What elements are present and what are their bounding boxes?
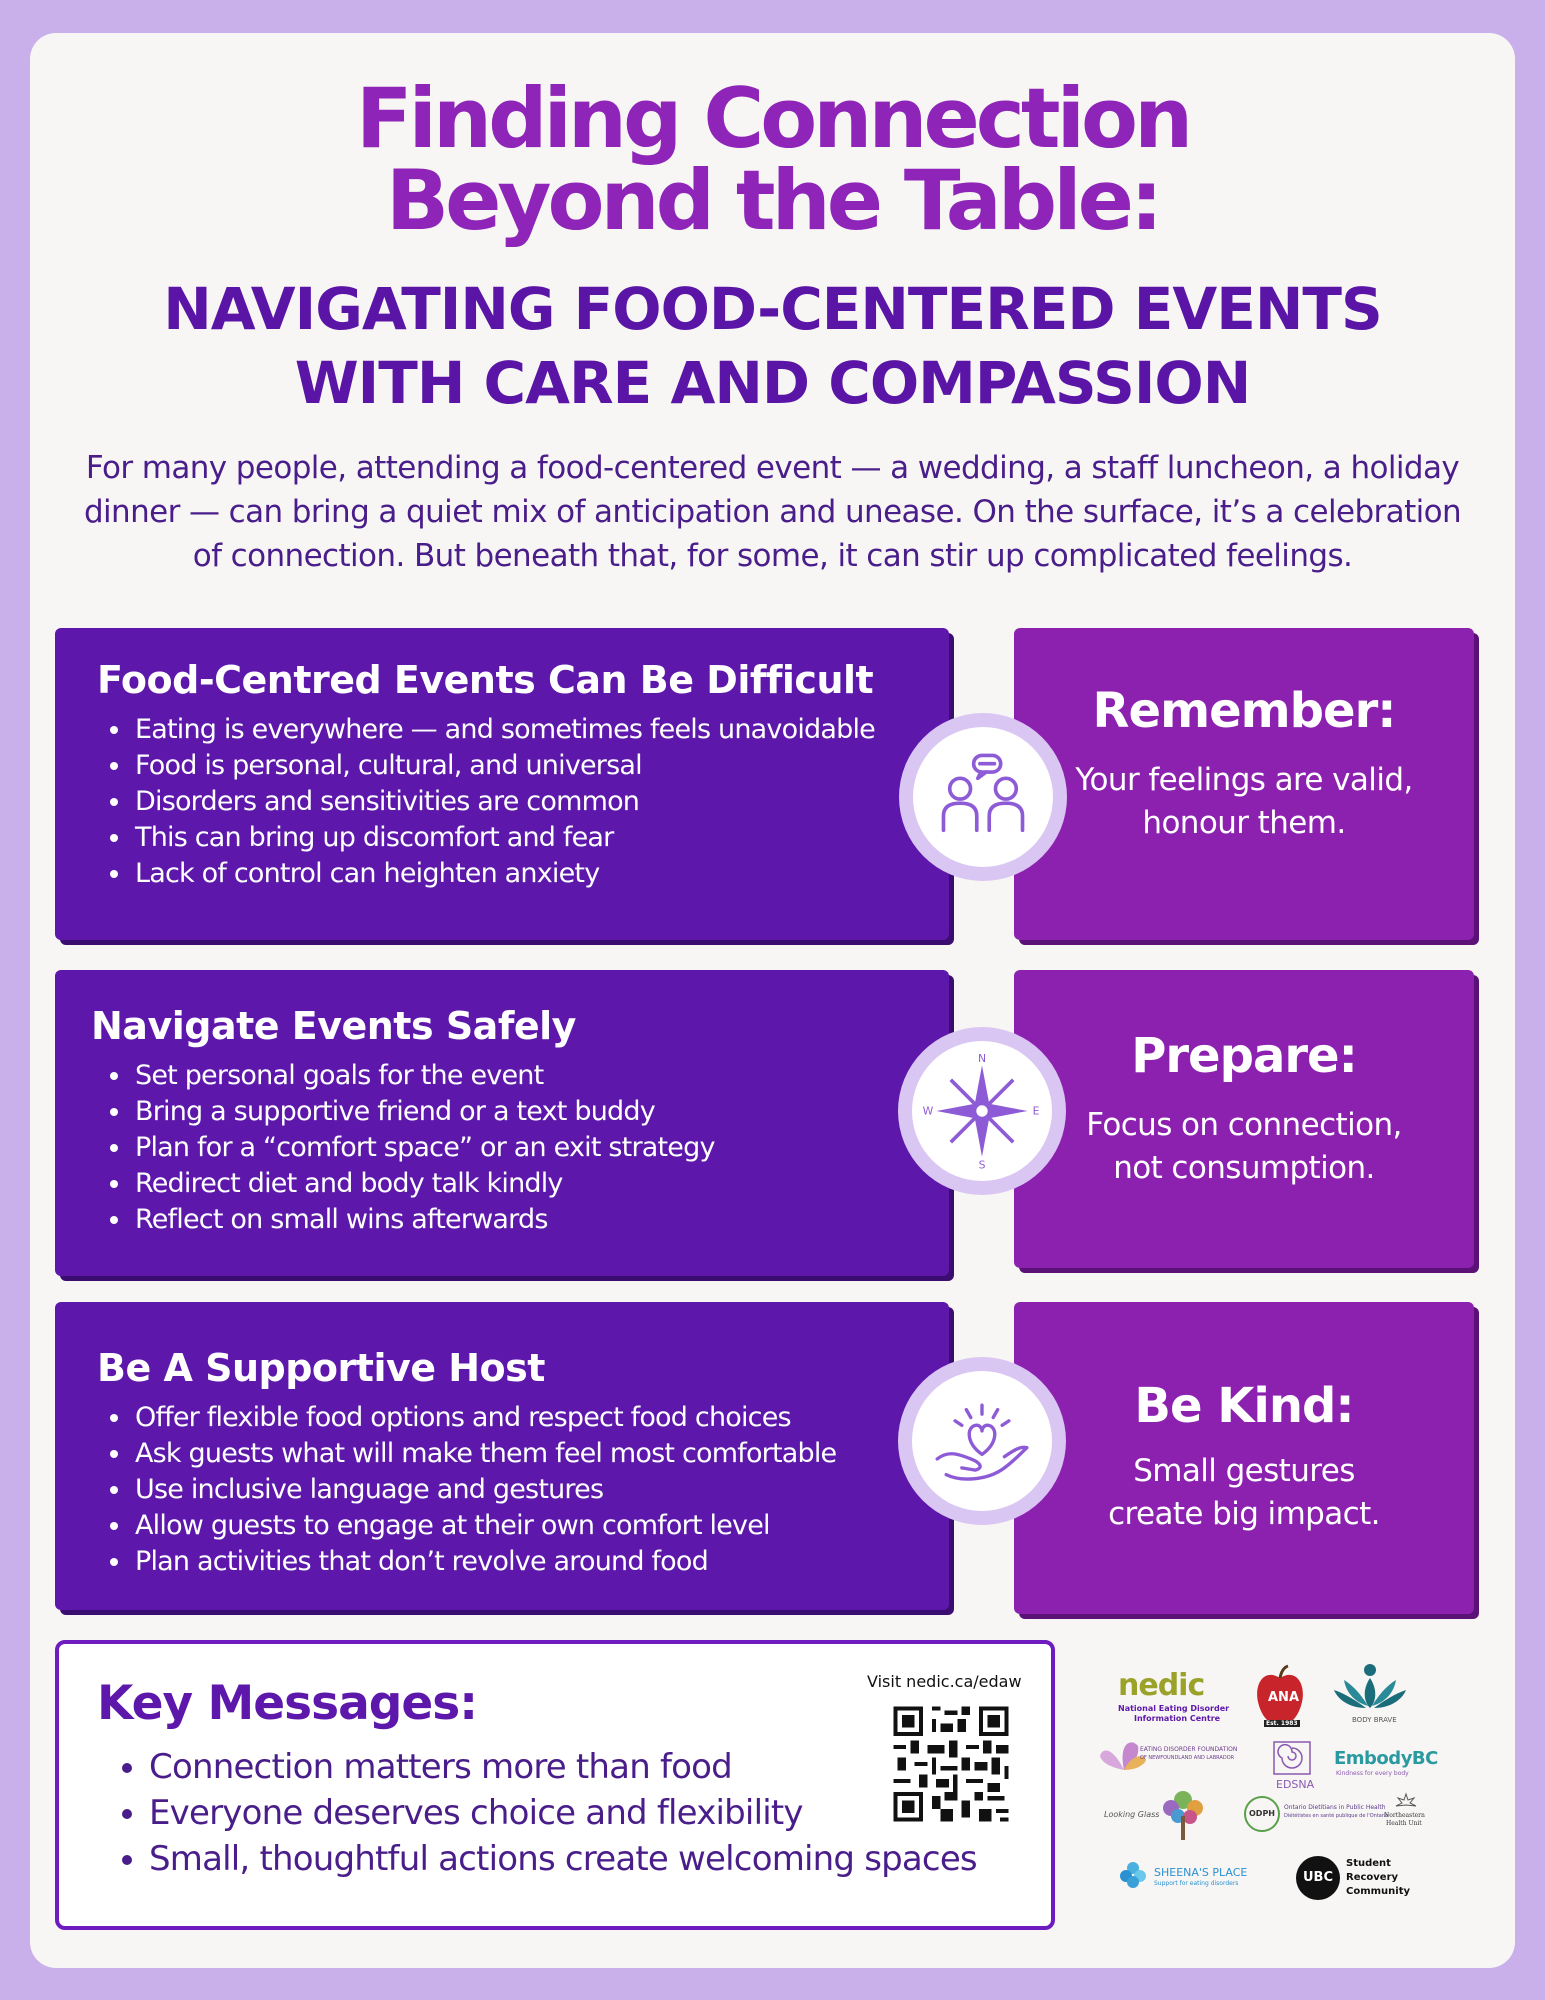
remember-panel (1014, 628, 1474, 940)
people-talking-icon-circle (899, 713, 1067, 881)
looking-glass-logo: Looking Glass (1102, 1786, 1222, 1846)
section-heading: Food-Centred Events Can Be Difficult (97, 658, 874, 702)
compass-west-label: W (922, 1104, 934, 1118)
side-text: Your feelings are valid, honour them. (1075, 762, 1413, 841)
list-item: • Connection matters more than food (149, 1744, 977, 1790)
flower-icon (1118, 1860, 1148, 1890)
section-difficult-panel (55, 628, 949, 940)
nedic-logo: nedic National Eating Disorder Information Centre (1118, 1668, 1230, 1723)
list-item: • Offer flexible food options and respect food choices (133, 1400, 949, 1436)
edsna-logo: EDSNA (1270, 1740, 1320, 1792)
qr-code-icon[interactable] (889, 1702, 1013, 1826)
ana-logo: ANA Est. 1983 (1250, 1662, 1310, 1732)
compass-east-label: E (1032, 1104, 1040, 1118)
compass-icon-circle (898, 1027, 1066, 1195)
tree-icon (1158, 1786, 1208, 1844)
visit-link-text[interactable]: Visit nedic.ca/edaw (867, 1672, 1022, 1691)
page-subtitle-line2: WITH CARE AND COMPASSION (294, 349, 1251, 417)
section-heading: Navigate Events Safely (91, 1004, 576, 1048)
section-list (97, 712, 949, 892)
list-item: • Use inclusive language and gestures (133, 1472, 949, 1508)
sheenas-place-logo: SHEENA'S PLACE Support for eating disorders (1118, 1860, 1258, 1896)
edfnl-logo: EATING DISORDER FOUNDATION OF NEWFOUNDLAND AND LABRADOR (1098, 1736, 1238, 1786)
hands-heart-icon (926, 1385, 1038, 1497)
list-item: • Disorders and sensitivities are common (133, 784, 949, 820)
key-messages-heading: Key Messages: (97, 1676, 478, 1731)
list-item: • Eating is everywhere — and sometimes feels unavoidable (133, 712, 949, 748)
list-item: • Redirect diet and body talk kindly (133, 1166, 949, 1202)
list-item: • Bring a supportive friend or a text buddy (133, 1094, 949, 1130)
section-navigate-panel (55, 970, 949, 1276)
list-item: • Set personal goals for the event (133, 1058, 949, 1094)
shell-icon (1270, 1740, 1314, 1776)
side-title: Be Kind: (1134, 1378, 1354, 1434)
page-subtitle-line1: NAVIGATING FOOD-CENTERED EVENTS (163, 275, 1382, 343)
odph-logo: ODPH Ontario Dietitians in Public Health Diététistes en santé publique de l'Ontario (1244, 1796, 1374, 1832)
northeastern-health-unit-logo: Northeastern Health Unit (1382, 1792, 1432, 1836)
list-item: • Reflect on small wins afterwards (133, 1202, 949, 1238)
section-list (97, 1400, 949, 1580)
people-talking-icon (931, 745, 1035, 849)
list-item: • Everyone deserves choice and flexibility (149, 1790, 977, 1836)
section-host-panel (55, 1302, 949, 1610)
body-brave-logo: BODY BRAVE (1332, 1662, 1412, 1732)
side-title: Prepare: (1131, 1028, 1357, 1084)
list-item: • Plan activities that don’t revolve around food (133, 1544, 949, 1580)
intro-paragraph: For many people, attending a food-centered event — a wedding, a staff luncheon, a holiday dinner — can bring a quiet mix of anticipation and unease. On the surface, it’s a celebration of connection. But beneath that, for some, it can stir up complicated feelings. (83, 450, 1462, 574)
list-item: • Ask guests what will make them feel most comfortable (133, 1436, 949, 1472)
list-item: • This can bring up discomfort and fear (133, 820, 949, 856)
list-item: • Small, thoughtful actions create welcoming spaces (149, 1836, 977, 1882)
list-item: • Food is personal, cultural, and universal (133, 748, 949, 784)
lotus-icon (1332, 1662, 1408, 1712)
section-list (91, 1058, 949, 1238)
page-title-line1: Finding Connection (355, 70, 1190, 167)
key-messages-box (55, 1640, 1055, 1930)
ubc-student-recovery-logo: UBC Student Recovery Community (1296, 1854, 1416, 1902)
list-item: • Allow guests to engage at their own comfort level (133, 1508, 949, 1544)
embodybc-logo: EmbodyBC Kindness for every body (1334, 1748, 1438, 1777)
compass-icon (922, 1051, 1042, 1171)
side-text: Small gestures create big impact. (1108, 1453, 1380, 1532)
side-text: Focus on connection, not consumption. (1086, 1107, 1402, 1186)
page-title-line2: Beyond the Table: (385, 152, 1160, 249)
side-title: Remember: (1092, 683, 1396, 739)
be-kind-panel (1014, 1302, 1474, 1614)
leaf-icon (1394, 1792, 1418, 1810)
compass-north-label: N (977, 1051, 987, 1065)
list-item: • Lack of control can heighten anxiety (133, 856, 949, 892)
hands-heart-icon-circle (898, 1357, 1066, 1525)
key-messages-list (99, 1744, 977, 1882)
compass-south-label: S (978, 1158, 986, 1171)
list-item: • Plan for a “comfort space” or an exit strategy (133, 1130, 949, 1166)
section-heading: Be A Supportive Host (97, 1346, 545, 1390)
prepare-panel (1014, 970, 1474, 1268)
